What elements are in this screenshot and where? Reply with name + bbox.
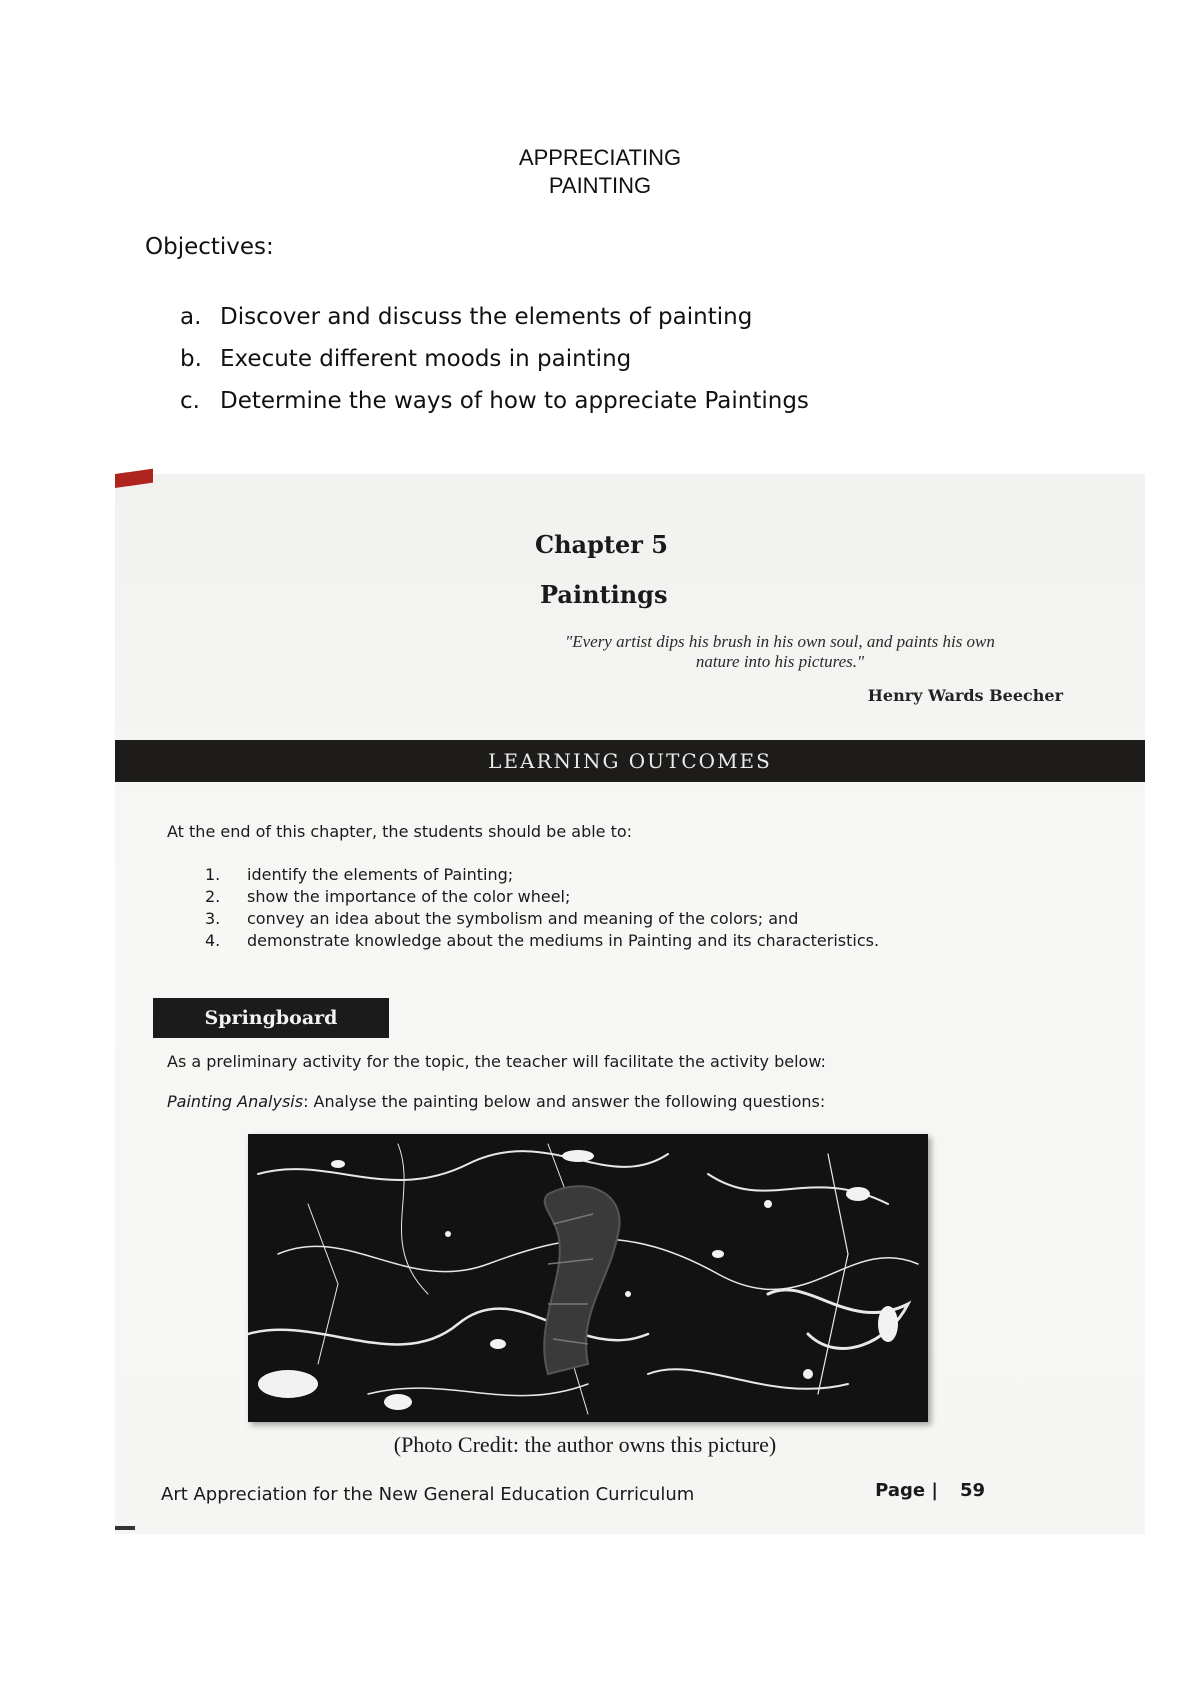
objectives-heading: Objectives: — [145, 234, 274, 260]
objective-item — [180, 296, 809, 338]
outcome-number: 4. — [205, 931, 221, 950]
outcomes-intro: At the end of this chapter, the students should be able to: — [167, 822, 633, 841]
outcome-text: show the importance of the color wheel; — [247, 887, 571, 906]
title-line-2: PAINTING — [548, 173, 652, 198]
objectives-list — [180, 296, 809, 422]
epigraph-quote: "Every artist dips his brush in his own soul, and paints his own nature into his pictures." — [565, 632, 995, 671]
objective-item — [180, 380, 809, 422]
preliminary-activity-text: As a preliminary activity for the topic, the teacher will facilitate the activity below: — [167, 1052, 826, 1071]
springboard-label-box — [153, 998, 389, 1038]
learning-outcomes-banner — [115, 740, 1145, 782]
quote-author: Henry Wards Beecher — [867, 686, 1063, 705]
document-title — [0, 144, 1200, 200]
painting-analysis-instruction — [167, 1092, 825, 1111]
outcome-text: convey an idea about the symbolism and meaning of the colors; and — [247, 909, 799, 928]
outcome-number: 2. — [205, 887, 221, 906]
book-title-footer: Art Appreciation for the New General Education Curriculum — [161, 1484, 695, 1505]
outcome-number: 1. — [205, 865, 221, 884]
objective-marker: c. — [180, 388, 200, 414]
page-edge-mark — [115, 1526, 135, 1530]
objective-item — [180, 338, 809, 380]
scanned-book-page — [115, 474, 1145, 1534]
abstract-painting-photo — [248, 1134, 928, 1422]
objective-text: Determine the ways of how to appreciate Paintings — [220, 388, 809, 414]
outcome-text: demonstrate knowledge about the mediums in Painting and its characteristics. — [247, 931, 880, 950]
objective-marker: a. — [180, 304, 202, 330]
learning-outcomes-label: LEARNING OUTCOMES — [488, 749, 772, 773]
outcome-text: identify the elements of Painting; — [247, 865, 514, 884]
chapter-title: Paintings — [540, 580, 668, 609]
outcome-item — [205, 864, 1055, 886]
objective-text: Execute different moods in painting — [220, 346, 632, 372]
objective-text: Discover and discuss the elements of painting — [220, 304, 753, 330]
outcome-item — [205, 930, 1055, 952]
page-number-footer — [875, 1480, 985, 1501]
page-number: 59 — [959, 1480, 985, 1501]
outcome-item — [205, 886, 1055, 908]
title-line-1: APPRECIATING — [518, 145, 682, 170]
photo-credit: (Photo Credit: the author owns this picture) — [393, 1432, 777, 1457]
outcome-number: 3. — [205, 909, 221, 928]
painting-analysis-label: Painting Analysis — [167, 1092, 304, 1111]
page-label: Page | — [875, 1480, 938, 1501]
painting-image — [248, 1134, 928, 1422]
outcome-item — [205, 908, 1055, 930]
red-corner-decoration — [115, 469, 153, 488]
springboard-label: Springboard — [204, 1007, 338, 1029]
learning-outcomes-list — [205, 864, 1055, 952]
chapter-number: Chapter 5 — [535, 530, 668, 559]
painting-analysis-text: : Analyse the painting below and answer the following questions: — [303, 1092, 826, 1111]
objective-marker: b. — [180, 346, 202, 372]
